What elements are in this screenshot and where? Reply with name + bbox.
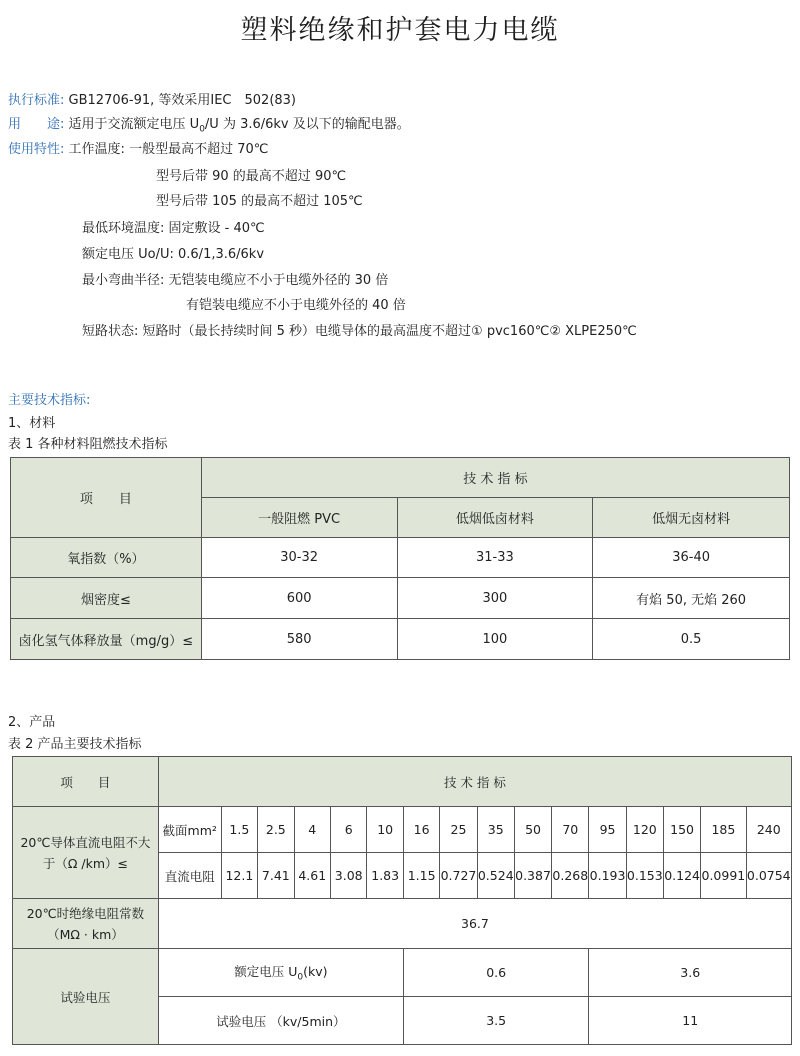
temp-label: 工作温度: — [68, 142, 125, 157]
table2 — [12, 756, 792, 1045]
min-env-temp: 最低环境温度: 固定敷设 - 40℃ — [82, 221, 265, 236]
rated-voltage: 额定电压 Uo/U: 0.6/1,3.6/6kv — [82, 247, 265, 262]
t1-cell: 100 — [397, 619, 593, 660]
t2-dc-label: 直流电阻 — [158, 853, 221, 899]
temp-line-1: 型号后带 90 的最高不超过 90℃ — [156, 169, 347, 184]
usage-value-prefix: 适用于交流额定电压 U — [68, 117, 200, 132]
t1-cell: 0.5 — [593, 619, 790, 660]
t2-resistance: 1.15 — [403, 853, 439, 899]
temp-line-2: 型号后带 105 的最高不超过 105℃ — [156, 194, 363, 209]
t2-section: 150 — [663, 807, 700, 853]
t2-resistance: 0.268 — [552, 853, 589, 899]
t1-cell: 31-33 — [397, 538, 593, 578]
t2-section: 2.5 — [258, 807, 294, 853]
t2-test-voltage-label: 试验电压 （kv/5min） — [158, 997, 403, 1045]
t2-section: 35 — [477, 807, 514, 853]
t2-section: 6 — [331, 807, 367, 853]
t2-section: 16 — [403, 807, 439, 853]
t2-resistance: 0.124 — [663, 853, 700, 899]
bend-line-1: 有铠装电缆应不小于电缆外径的 40 倍 — [186, 298, 406, 313]
properties-label: 使用特性: — [8, 142, 65, 157]
t2-resistance: 1.83 — [367, 853, 403, 899]
t1-row — [11, 578, 790, 619]
t2-section: 4 — [294, 807, 330, 853]
t2-insulation-label: 20℃时绝缘电阻常数（MΩ · km） — [13, 899, 159, 949]
properties-line — [8, 138, 268, 157]
t2-resistance: 0.193 — [589, 853, 626, 899]
t2-section: 95 — [589, 807, 626, 853]
t2-resistance: 0.727 — [440, 853, 477, 899]
temp-line-0: 一般型最高不超过 70℃ — [129, 142, 269, 157]
t2-test-label: 试验电压 — [13, 949, 159, 1045]
t1-cell: 36-40 — [593, 538, 790, 578]
t2-section: 1.5 — [221, 807, 257, 853]
t2-resistance: 0.153 — [626, 853, 663, 899]
table1 — [10, 457, 790, 660]
section2-heading: 2、产品 — [8, 715, 56, 730]
t2-resistance: 12.1 — [221, 853, 257, 899]
t1-cell: 600 — [201, 578, 397, 619]
t2-section: 10 — [367, 807, 403, 853]
t1-item-header: 项 目 — [11, 458, 202, 538]
t1-col-2: 低烟无卤材料 — [593, 498, 790, 538]
t1-cell: 有焰 50, 无焰 260 — [593, 578, 790, 619]
t2-resistance: 0.387 — [514, 853, 551, 899]
bend-label: 最小弯曲半径: — [82, 273, 165, 288]
t2-rated-prefix: 额定电压 U — [234, 964, 298, 980]
short-circuit: 短路状态: 短路时（最长持续时间 5 秒）电缆导体的最高温度不超过① pvc160℃② XLPE250℃ — [82, 324, 637, 339]
usage-line — [8, 113, 410, 135]
t1-tech-header: 技 术 指 标 — [201, 458, 789, 498]
t2-resistance: 4.61 — [294, 853, 330, 899]
usage-label: 用 途: — [8, 117, 65, 132]
t2-tech-header: 技 术 指 标 — [158, 757, 791, 807]
t2-item-header: 项 目 — [13, 757, 159, 807]
t2-insulation-value: 36.7 — [158, 899, 791, 949]
t1-cell: 580 — [201, 619, 397, 660]
t2-resistance: 0.524 — [477, 853, 514, 899]
t2-test-value-1: 11 — [589, 997, 792, 1045]
t1-row — [11, 538, 790, 578]
t2-rated-suffix: (kv) — [303, 964, 328, 980]
t2-section: 185 — [701, 807, 746, 853]
t2-section: 25 — [440, 807, 477, 853]
t2-section: 70 — [552, 807, 589, 853]
t1-cell: 300 — [397, 578, 593, 619]
t2-section-label: 截面mm² — [158, 807, 221, 853]
t1-col-0: 一般阻燃 PVC — [201, 498, 397, 538]
table2-caption: 表 2 产品主要技术指标 — [8, 737, 142, 752]
t2-section: 240 — [746, 807, 791, 853]
t2-resistance: 0.0754 — [746, 853, 791, 899]
t1-row-name: 氧指数（%） — [11, 538, 202, 578]
t1-col-1: 低烟低卤材料 — [397, 498, 593, 538]
bend-line-0: 无铠装电缆应不小于电缆外径的 30 倍 — [168, 273, 389, 288]
t2-section: 120 — [626, 807, 663, 853]
section1-heading: 1、材料 — [8, 416, 56, 431]
standard-label: 执行标准: — [8, 93, 65, 108]
t2-section: 50 — [514, 807, 551, 853]
usage-value-suffix: /U 为 3.6/6kv 及以下的输配电器。 — [204, 117, 410, 132]
standard-line — [8, 89, 296, 108]
t2-resistance: 0.0991 — [701, 853, 746, 899]
t1-row-name: 烟密度≤ — [11, 578, 202, 619]
t1-row-name: 卤化氢气体释放量（mg/g）≤ — [11, 619, 202, 660]
t1-row — [11, 619, 790, 660]
t1-cell: 30-32 — [201, 538, 397, 578]
t2-resistance: 7.41 — [258, 853, 294, 899]
standard-value: GB12706-91, 等效采用IEC 502(83) — [68, 93, 296, 108]
table1-caption: 表 1 各种材料阻燃技术指标 — [8, 437, 168, 452]
t2-rated-value-1: 3.6 — [589, 949, 792, 997]
usage-value-sub: 0 — [199, 124, 205, 135]
t2-rated-value-0: 0.6 — [403, 949, 589, 997]
t2-rated-sub: 0 — [297, 972, 304, 983]
page-title: 塑料绝缘和护套电力电缆 — [240, 15, 560, 46]
t2-resistance: 3.08 — [331, 853, 367, 899]
bend-line — [82, 269, 388, 288]
t2-rated-voltage-label — [158, 949, 403, 997]
t2-resistance-label: 20℃导体直流电阻不大于（Ω /km）≤ — [13, 807, 159, 899]
main-indicators-heading: 主要技术指标: — [8, 393, 91, 408]
t2-test-value-0: 3.5 — [403, 997, 589, 1045]
